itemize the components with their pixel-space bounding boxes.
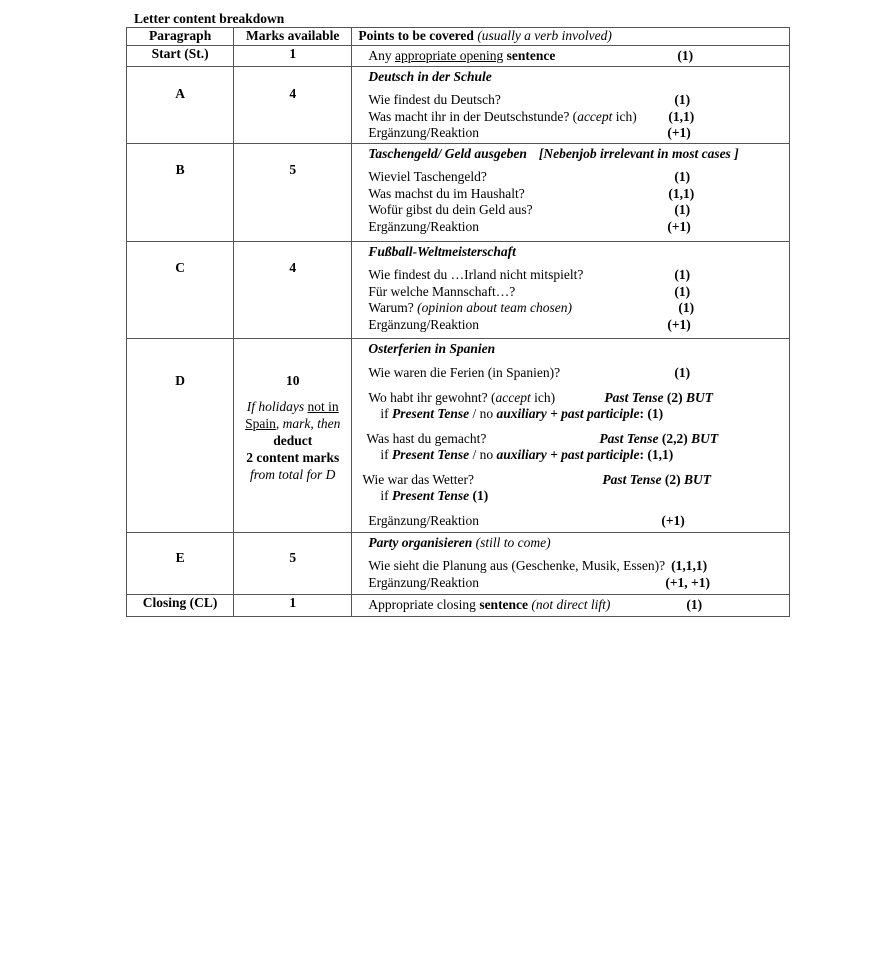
b-line-4: Ergänzung/Reaktion — [368, 218, 480, 234]
c-line-4: Ergänzung/Reaktion — [368, 316, 480, 332]
d-mark-5: (+1) — [661, 512, 685, 528]
d-line-1: Wie waren die Ferien (in Spanien)? — [368, 365, 561, 380]
c-mark-2: (1) — [674, 283, 691, 299]
d-rule-4 — [602, 472, 711, 489]
list-item — [352, 284, 789, 301]
b-line-3: Wofür gibst du dein Geld aus? — [368, 202, 533, 217]
marks-d — [234, 338, 352, 532]
a-line-3: Ergänzung/Reaktion — [368, 125, 480, 140]
list-item — [352, 202, 789, 219]
d-note-6: 2 content marks — [246, 450, 340, 465]
paragraph-a: A — [127, 66, 234, 143]
paragraph-closing: Closing (CL) — [127, 594, 234, 616]
d-note-3: Spain — [245, 416, 276, 431]
c-line-2: Für welche Mannschaft…? — [368, 283, 516, 299]
d-note-7: from total for D — [250, 467, 336, 482]
b-heading — [352, 146, 789, 163]
table-row — [127, 143, 790, 241]
d-mark-1: (1) — [674, 365, 691, 380]
a-line-2a: Was macht ihr in der Deutschstunde? ( — [368, 108, 578, 124]
marks-closing: 1 — [234, 594, 352, 616]
closing-text-2: sentence — [479, 596, 529, 612]
d-note-4: , mark, then — [275, 416, 341, 431]
list-item — [352, 109, 789, 126]
list-item — [352, 558, 789, 575]
points-b — [352, 143, 790, 241]
d-rule-4-marks: (2) — [661, 471, 684, 487]
a-line-1: Wie findest du Deutsch? — [368, 92, 501, 107]
content-breakdown-table — [126, 27, 790, 617]
d-cond-4b: Present Tense — [391, 488, 470, 503]
d-cond-2d: auxiliary + past participle — [496, 406, 640, 421]
e-line-1: Wie sieht die Planung aus (Geschenke, Musik, Essen)? — [368, 558, 666, 573]
list-item — [352, 300, 789, 317]
list-item — [352, 447, 789, 464]
c-heading: Fußball-Weltmeisterschaft — [368, 243, 516, 259]
points-c — [352, 241, 790, 338]
d-deduction-note — [234, 398, 351, 483]
d-note-2: not in — [307, 399, 339, 414]
d-line-5: Ergänzung/Reaktion — [368, 512, 480, 528]
list-item — [352, 267, 789, 284]
d-rule-4-but: BUT — [683, 471, 711, 487]
list-item — [352, 186, 789, 203]
e-heading-note: (still to come) — [475, 534, 551, 550]
d-cond-4c: (1) — [469, 488, 489, 503]
c-mark-4: (+1) — [667, 316, 691, 332]
d-cond-2a: if — [380, 406, 392, 421]
paragraph-start: Start (St.) — [127, 45, 234, 66]
list-item — [352, 390, 789, 407]
a-line-2c: ich) — [612, 108, 637, 124]
list-item — [352, 406, 789, 423]
b-mark-3: (1) — [674, 202, 691, 217]
d-line-2c: ich) — [530, 389, 556, 405]
marks-e: 5 — [234, 532, 352, 594]
e-mark-1: (1,1,1) — [671, 558, 708, 573]
header-row — [127, 28, 790, 46]
closing-mark: (1) — [686, 596, 703, 612]
d-rule-4-tense: Past Tense — [602, 471, 662, 487]
a-mark-2: (1,1) — [668, 108, 695, 124]
marks-a: 4 — [234, 66, 352, 143]
d-cond-2b: Present Tense — [391, 406, 470, 421]
paragraph-e: E — [127, 532, 234, 594]
d-cond-3b: Present Tense — [391, 447, 470, 462]
points-header-text: Points to be covered — [358, 28, 474, 43]
marks-header: Marks available — [234, 28, 352, 46]
list-item — [352, 219, 789, 236]
d-rule-3-marks: (2,2) — [658, 430, 692, 446]
d-cond-2e: : (1) — [639, 406, 664, 421]
e-line-2: Ergänzung/Reaktion — [368, 574, 480, 590]
a-mark-3: (+1) — [667, 125, 691, 140]
c-line-1: Wie findest du …Irland nicht mitspielt? — [368, 267, 584, 282]
points-start — [352, 45, 790, 66]
list-item — [352, 317, 789, 334]
start-text-1: Any — [368, 47, 395, 63]
marks-c: 4 — [234, 241, 352, 338]
points-a — [352, 66, 790, 143]
c-line-3b: (opinion about team chosen) — [417, 300, 572, 315]
list-item — [352, 169, 789, 186]
d-rule-3-tense: Past Tense — [599, 430, 659, 446]
c-mark-3: (1) — [678, 300, 695, 315]
a-mark-1: (1) — [674, 92, 691, 107]
e-heading-text: Party organisieren — [368, 534, 473, 550]
d-line-4a: Wie war das Wetter? — [362, 471, 475, 487]
d-rule-2-but: BUT — [685, 389, 713, 405]
paragraph-header: Paragraph — [127, 28, 234, 46]
closing-text-3: (not direct lift) — [528, 596, 611, 612]
paragraph-b: B — [127, 143, 234, 241]
closing-text-1: Appropriate closing — [368, 596, 480, 612]
list-item — [352, 92, 789, 109]
table-row — [127, 532, 790, 594]
list-item — [352, 472, 789, 489]
list-item — [352, 513, 789, 530]
d-rule-3-but: BUT — [691, 430, 719, 446]
start-mark: (1) — [677, 47, 694, 63]
list-item — [352, 575, 789, 592]
marks-d-value: 10 — [285, 372, 300, 388]
table-row — [127, 594, 790, 616]
paragraph-c: C — [127, 241, 234, 338]
d-line-2a: Wo habt ihr gewohnt? ( — [368, 389, 496, 405]
table-row — [127, 241, 790, 338]
b-mark-1: (1) — [674, 169, 691, 184]
page-title: Letter content breakdown — [134, 11, 285, 26]
b-line-1: Wieviel Taschengeld? — [368, 169, 487, 184]
start-text-3: sentence — [503, 47, 556, 63]
d-cond-2c: / no — [469, 406, 497, 421]
marks-b: 5 — [234, 143, 352, 241]
a-heading: Deutsch in der Schule — [368, 68, 492, 84]
d-cond-3a: if — [380, 447, 392, 462]
d-cond-3d: auxiliary + past participle — [496, 447, 640, 462]
a-line-2b: accept — [577, 108, 613, 124]
points-header — [352, 28, 790, 46]
table-row — [127, 66, 790, 143]
d-note-1: If holidays — [246, 399, 308, 414]
d-line-2b: accept — [495, 389, 531, 405]
table-row — [127, 45, 790, 66]
list-item — [352, 365, 789, 382]
list-item — [352, 125, 789, 142]
b-mark-2: (1,1) — [668, 185, 695, 201]
table-row — [127, 338, 790, 532]
c-line-3a: Warum? — [368, 300, 418, 315]
e-heading — [352, 535, 789, 552]
d-rule-2-tense: Past Tense — [604, 389, 664, 405]
d-cond-3e: : (1,1) — [639, 447, 674, 462]
e-mark-2: (+1, +1) — [665, 574, 710, 590]
list-item — [352, 431, 789, 448]
list-item — [352, 488, 789, 505]
b-heading-note: [Nebenjob irrelevant in most cases ] — [538, 145, 739, 161]
points-e — [352, 532, 790, 594]
b-line-2: Was machst du im Haushalt? — [368, 185, 525, 201]
d-note-5: deduct — [273, 433, 313, 448]
c-mark-1: (1) — [674, 267, 691, 282]
points-d — [352, 338, 790, 532]
d-rule-2-marks: (2) — [663, 389, 686, 405]
d-line-3a: Was hast du gemacht? — [366, 430, 487, 446]
d-rule-3 — [599, 431, 718, 448]
d-cond-4a: if — [380, 488, 392, 503]
points-header-note: (usually a verb involved) — [477, 28, 612, 43]
marks-start: 1 — [234, 45, 352, 66]
start-text-2: appropriate opening — [394, 47, 504, 63]
b-mark-4: (+1) — [667, 218, 691, 234]
d-cond-3c: / no — [469, 447, 497, 462]
d-heading: Osterferien in Spanien — [368, 340, 496, 356]
b-heading-text: Taschengeld/ Geld ausgeben — [368, 145, 527, 161]
d-rule-2 — [604, 390, 713, 407]
points-closing — [352, 594, 790, 616]
paragraph-d: D — [127, 338, 234, 532]
